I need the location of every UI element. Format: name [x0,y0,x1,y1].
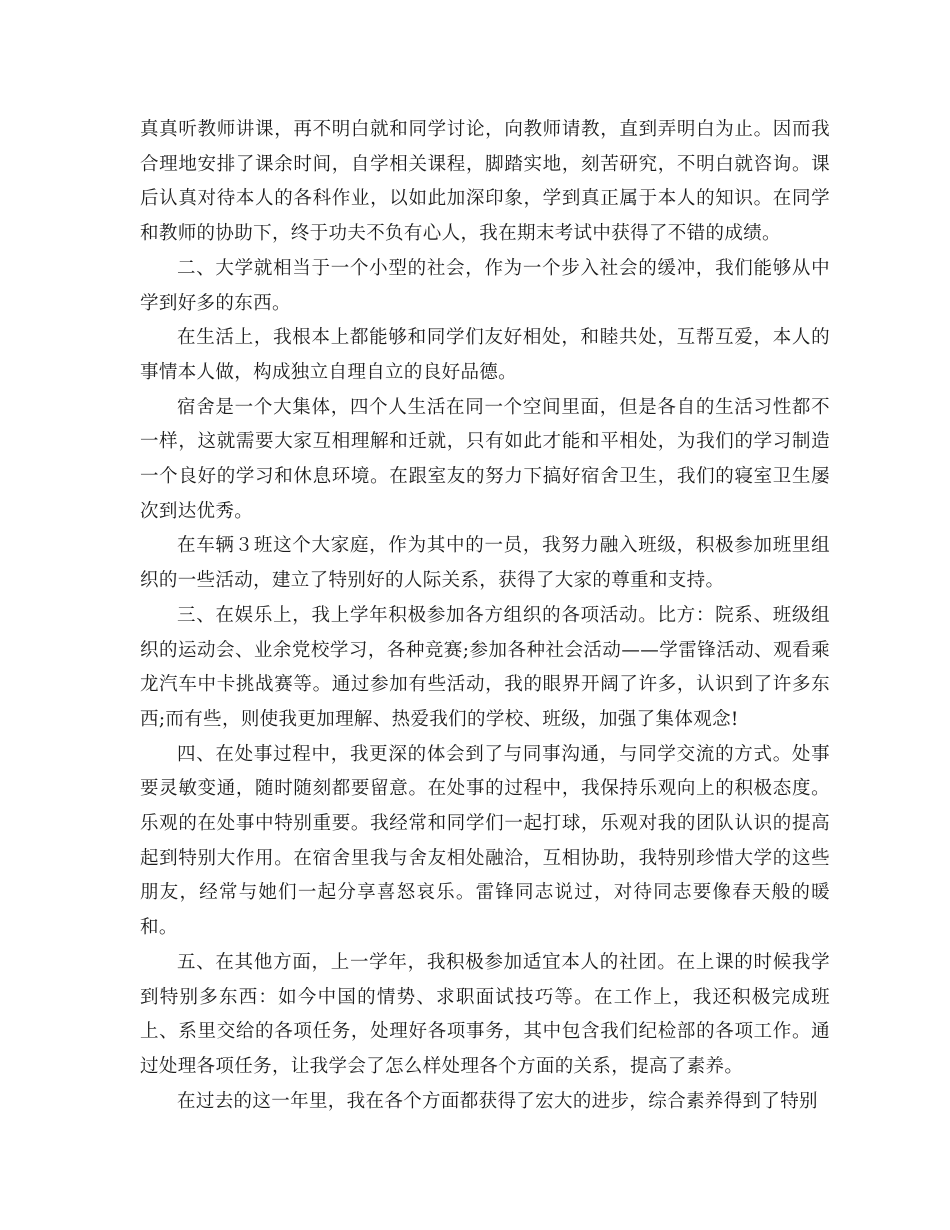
paragraph-section-five-other: 五、在其他方面，上一学年，我积极参加适宜本人的社团。在上课的时候我学到特别多东西：如今中国的情势、求职面试技巧等。在工作上，我还积极完成班上、系里交给的各项任务，处理好各项事务，其中包含我们纪检部的各项工作。通过处理各项任务，让我学会了怎么样处理各个方面的关系，提高了素养。 [140,951,830,1077]
paragraph-section-two-intro: 二、大学就相当于一个小型的社会，作为一个步入社会的缓冲，我们能够从中学到好多的东西。 [140,257,830,314]
paragraph-section-three-entertainment: 三、在娱乐上，我上学年积极参加各方组织的各项活动。比方：院系、班级组织的运动会、业余党校学习，各种竞赛;参加各种社会活动——学雷锋活动、观看乘龙汽车中卡挑战赛等。通过参加有些活动，我的眼界开阔了许多，认识到了许多东西;而有些，则使我更加理解、热爱我们的学校、班级，加强了集体观念! [140,604,830,730]
paragraph-daily-life: 在生活上，我根本上都能够和同学们友好相处，和睦共处，互帮互爱，本人的事情本人做，构成独立自理自立的良好品德。 [140,327,830,383]
document-body [140,113,830,1119]
paragraph-dormitory: 宿舍是一个大集体，四个人生活在同一个空间里面，但是各自的生活习性都不一样，这就需要大家互相理解和迁就，只有如此才能和平相处，为我们的学习制造一个良好的学习和休息环境。在跟室友的努力下搞好宿舍卫生，我们的寝室卫生屡次到达优秀。 [140,396,830,522]
paragraph-section-four-conduct: 四、在处事过程中，我更深的体会到了与同事沟通，与同学交流的方式。处事要灵敏变通，随时随刻都要留意。在处事的过程中，我保持乐观向上的积极态度。乐观的在处事中特别重要。我经常和同学们一起打球，乐观对我的团队认识的提高起到特别大作用。在宿舍里我与舍友相处融洽，互相协助，我特别珍惜大学的这些朋友，经常与她们一起分享喜怒哀乐。雷锋同志说过，对待同志要像春天般的暖和。 [140,743,830,939]
paragraph-summary-start: 在过去的这一年里，我在各个方面都获得了宏大的进步，综合素养得到了特别 [177,1090,818,1112]
paragraph-class-collective: 在车辆３班这个大家庭，作为其中的一员，我努力融入班级，积极参加班里组织的一些活动，建立了特别好的人际关系，获得了大家的尊重和支持。 [140,535,830,592]
paragraph-study-continued: 真真听教师讲课，再不明白就和同学讨论，向教师请教，直到弄明白为止。因而我合理地安排了课余时间，自学相关课程，脚踏实地，刻苦研究，不明白就咨询。课后认真对待本人的各科作业，以如此加深印象，学到真正属于本人的知识。在同学和教师的协助下，终于功夫不负有心人，我在期末考试中获得了不错的成绩。 [140,119,830,245]
